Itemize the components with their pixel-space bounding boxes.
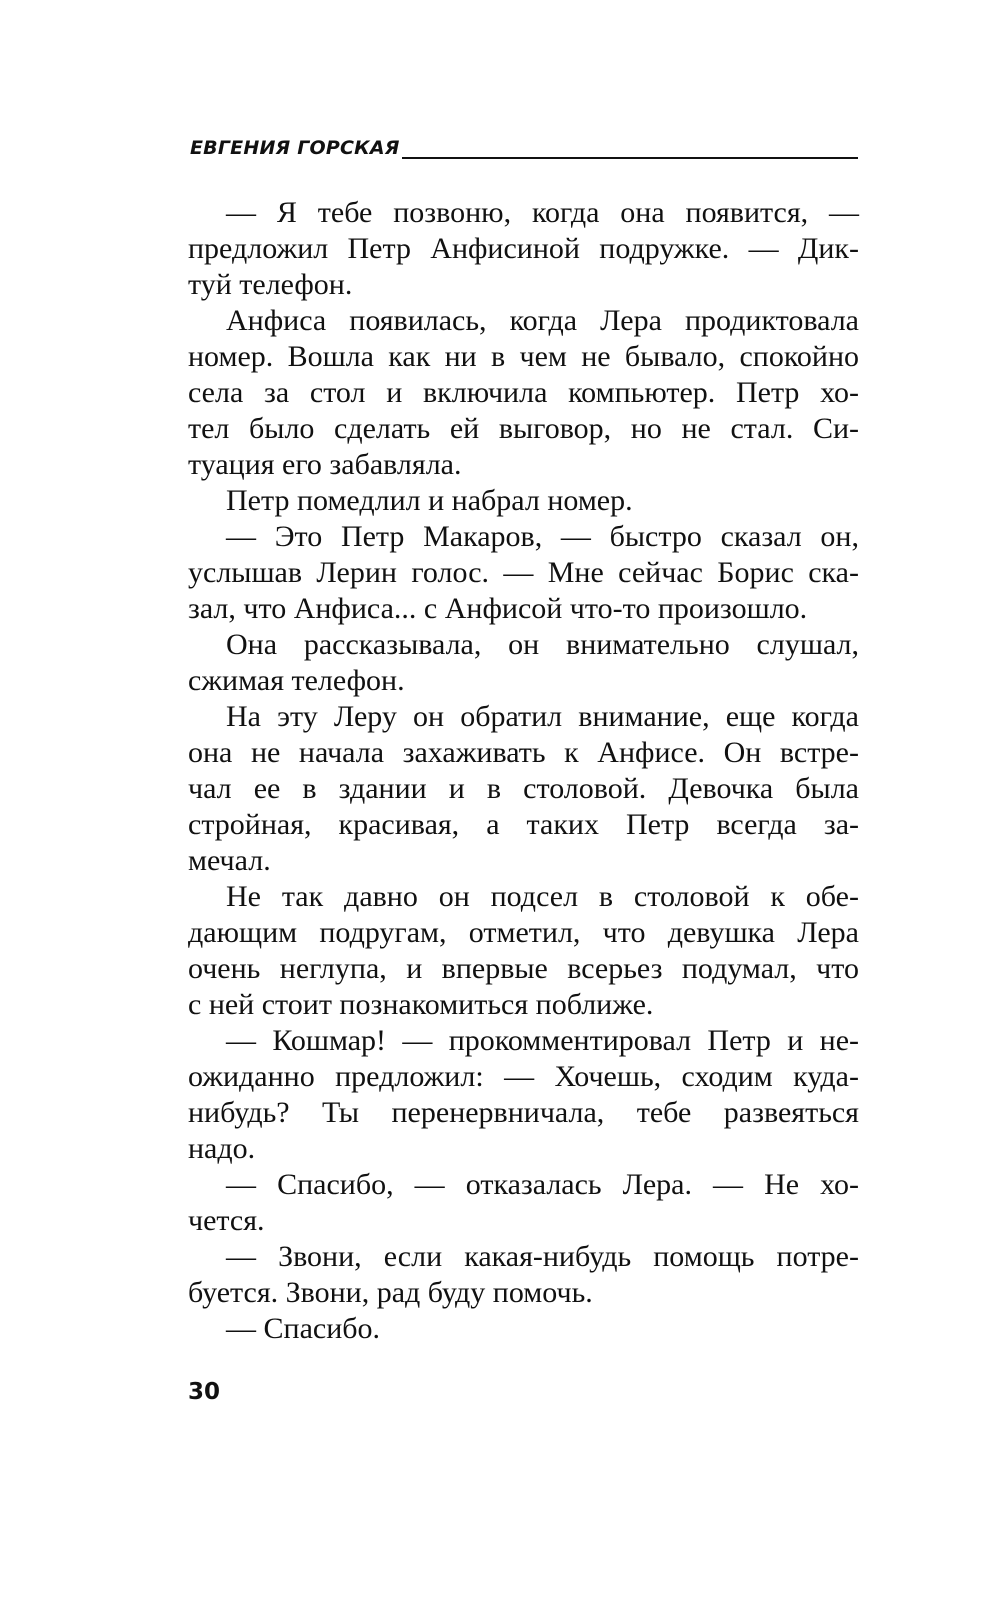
text-line: ожиданно предложил: — Хочешь, сходим куда- <box>188 1060 859 1093</box>
text-line: тел было сделать ей выговор, но не стал. Си- <box>188 412 859 445</box>
text-line: — Спасибо. <box>226 1312 381 1345</box>
text-line: предложил Петр Анфисиной подружке. — Дик- <box>188 232 859 265</box>
page-number: 30 <box>188 1379 221 1405</box>
paragraph <box>188 483 859 519</box>
paragraph <box>188 879 859 1023</box>
paragraph <box>188 195 859 303</box>
paragraph <box>188 699 859 879</box>
paragraph <box>188 1023 859 1167</box>
text-line: На эту Леру он обратил внимание, еще когда <box>226 700 859 733</box>
paragraph <box>188 1239 859 1311</box>
text-line: она не начала захаживать к Анфисе. Он встре- <box>188 736 859 769</box>
text-line: Петр помедлил и набрал номер. <box>226 484 633 517</box>
text-line: буется. Звони, рад буду помочь. <box>188 1276 593 1309</box>
text-line: дающим подругам, отметил, что девушка Лера <box>188 916 859 949</box>
text-line: — Кошмар! — прокомментировал Петр и не- <box>226 1024 859 1057</box>
text-line: — Спасибо, — отказалась Лера. — Не хо- <box>226 1168 859 1201</box>
text-line: номер. Вошла как ни в чем не бывало, спокойно <box>188 340 859 373</box>
text-line: Не так давно он подсел в столовой к обе- <box>226 880 859 913</box>
text-line: очень неглупа, и впервые всерьез подумал, что <box>188 952 859 985</box>
text-line: туация его забавляла. <box>188 448 462 481</box>
running-head <box>190 133 858 159</box>
text-line: зал, что Анфиса... с Анфисой что-то произошло. <box>188 592 808 625</box>
text-line: с ней стоит познакомиться поближе. <box>188 988 654 1021</box>
text-line: — Звони, если какая-нибудь помощь потре- <box>226 1240 859 1273</box>
text-line: мечал. <box>188 844 271 877</box>
text-line: туй телефон. <box>188 268 353 301</box>
text-line: — Я тебе позвоню, когда она появится, — <box>226 196 859 229</box>
body-text <box>188 195 859 1347</box>
author-name: ЕВГЕНИЯ ГОРСКАЯ <box>190 137 400 159</box>
text-line: Анфиса появилась, когда Лера продиктовала <box>226 304 859 337</box>
paragraph <box>188 1167 859 1239</box>
text-line: села за стол и включила компьютер. Петр хо- <box>188 376 859 409</box>
text-line: сжимая телефон. <box>188 664 405 697</box>
text-line: нибудь? Ты перенервничала, тебе развеяться <box>188 1096 859 1129</box>
header-rule <box>402 157 858 159</box>
text-line: услышав Лерин голос. — Мне сейчас Борис ска- <box>188 556 859 589</box>
text-line: Она рассказывала, он внимательно слушал, <box>226 628 859 661</box>
text-line: чется. <box>188 1204 265 1237</box>
paragraph <box>188 303 859 483</box>
paragraph <box>188 627 859 699</box>
paragraph <box>188 1311 859 1347</box>
paragraph <box>188 519 859 627</box>
text-line: — Это Петр Макаров, — быстро сказал он, <box>226 520 859 553</box>
text-line: чал ее в здании и в столовой. Девочка была <box>188 772 859 805</box>
text-line: стройная, красивая, а таких Петр всегда за- <box>188 808 859 841</box>
text-line: надо. <box>188 1132 256 1165</box>
